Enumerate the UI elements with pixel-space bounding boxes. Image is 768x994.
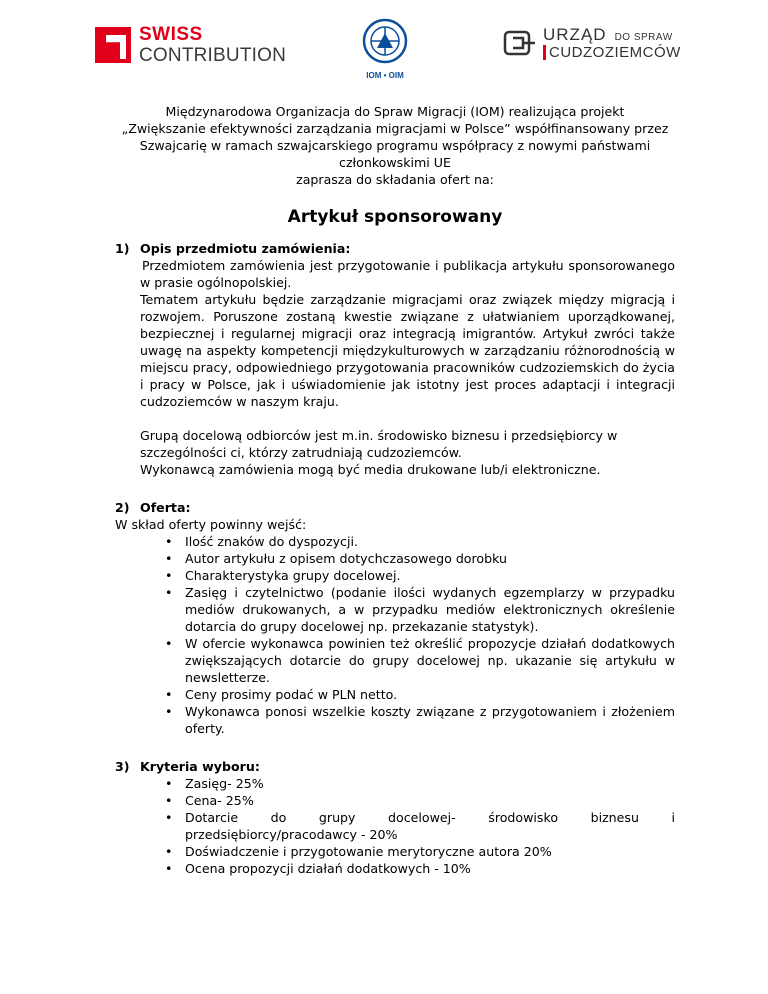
list-item: • Doświadczenie i przygotowanie merytoryczne autora 20% [115,843,675,860]
iom-emblem-icon [362,18,408,64]
intro-block [115,103,675,188]
document-body [115,103,675,877]
offer-list [115,533,675,737]
section-2-heading: 2) Oferta: [115,500,191,515]
intro-line: Szwajcarię w ramach szwajcarskiego programu współpracy z nowymi państwami [139,138,651,153]
swiss-logo-line2: CONTRIBUTION [139,45,287,66]
udsc-logo-line1: URZĄD DO SPRAW [543,25,673,44]
section-1-paragraph: Wykonawcą zamówienia mogą być media drukowane lub/i elektroniczne. [140,462,601,477]
list-item: • Wykonawca ponosi wszelkie koszty związane z przygotowaniem i złożeniem oferty. [115,703,675,737]
udsc-logo-line2: CUDZOZIEMCÓW [543,45,681,60]
list-item: • Ilość znaków do dyspozycji. [115,533,675,550]
list-item: • Ceny prosimy podać w PLN netto. [115,686,675,703]
document-title: Artykuł sponsorowany [287,207,503,227]
intro-line: członkowskimi UE [339,155,451,170]
swiss-contribution-logo [95,25,286,65]
udsc-emblem-icon [503,26,537,60]
swiss-logo-line1: SWISS [139,24,203,45]
section-1-heading: 1) Opis przedmiotu zamówienia: [115,241,351,256]
udsc-logo [503,26,681,60]
list-item: • Cena- 25% [115,792,675,809]
list-item: • Charakterystyka grupy docelowej. [115,567,675,584]
section-1-body [140,257,675,478]
list-item: • Dotarcie do grupy docelowej- środowisko biznesu i przedsiębiorcy/pracodawcy - 20% [115,809,675,843]
intro-line: Międzynarodowa Organizacja do Spraw Migracji (IOM) realizująca projekt [165,104,625,119]
criteria-list [115,775,675,877]
list-item: • W ofercie wykonawca powinien też określić propozycje działań dodatkowych zwiększających dotarcie do grupy docelowej np. ukazanie się artykułu w newsletterze. [115,635,675,686]
section-2-lead: W skład oferty powinny wejść: [115,517,307,532]
section-1-paragraph: Tematem artykułu będzie zarządzanie migracjami oraz związek między migracją i rozwojem. Poruszone zostaną kwestie związane z ułatwianiem uporządkowanej, bezpiecznej i regularnej migracji oraz integracją imigrantów. Artykuł zwróci także uwagę na aspekty kompetencji międzykulturowych w zarządzaniu różnorodnością w miejscu pracy, odpowiedniego przygotowania pracowników cudzoziemskich do życia i pracy w Polsce, jak i uświadomienie jak istotny jest proces adaptacji i integracji cudzoziemców w naszym kraju. [140,292,675,409]
intro-line: zaprasza do składania ofert na: [296,172,494,187]
section-3-heading: 3) Kryteria wyboru: [115,759,260,774]
list-item: • Autor artykułu z opisem dotychczasowego dorobku [115,550,675,567]
list-item: • Zasięg- 25% [115,775,675,792]
list-item: • Ocena propozycji działań dodatkowych - 10% [115,860,675,877]
header-logos [0,0,768,92]
swiss-flag-icon [95,27,131,63]
iom-logo-text: IOM • OIM [366,71,404,80]
iom-logo [355,18,415,80]
section-1-paragraph: Przedmiotem zamówienia jest przygotowanie i publikacja artykułu sponsorowanego w prasie ogólnopolskiej. [140,258,675,290]
section-1-paragraph: Grupą docelową odbiorców jest m.in. środowisko biznesu i przedsiębiorcy w szczególności ci, którzy zatrudniają cudzoziemców. [140,428,618,460]
intro-line: „Zwiększanie efektywności zarządzania migracjami w Polsce” współfinansowany przez [121,121,669,136]
list-item: • Zasięg i czytelnictwo (podanie ilości wydanych egzemplarzy w przypadku mediów drukowanych, a w przypadku mediów elektronicznych określenie dotarcia do grupy docelowej np. przekazanie statystyk). [115,584,675,635]
